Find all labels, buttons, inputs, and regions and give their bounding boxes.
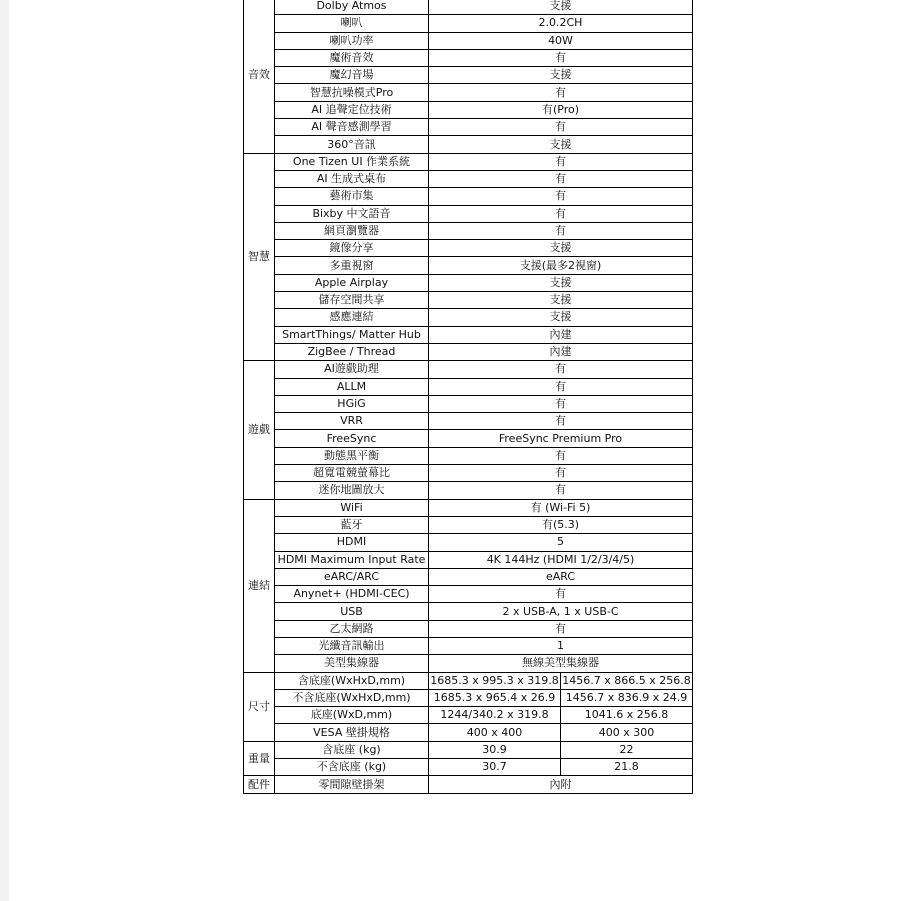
spec-label: 鏡像分享 bbox=[275, 240, 429, 257]
spec-label: ALLM bbox=[275, 378, 429, 395]
spec-value: 支援 bbox=[429, 292, 693, 309]
spec-label: VESA 壁掛規格 bbox=[275, 724, 429, 741]
table-row bbox=[244, 534, 693, 551]
spec-value: 支援 bbox=[429, 0, 693, 15]
spec-value: 1 bbox=[429, 637, 693, 654]
table-row bbox=[244, 205, 693, 222]
table-row bbox=[244, 776, 693, 793]
spec-value: 2 x USB-A, 1 x USB-C bbox=[429, 603, 693, 620]
spec-value: 有 bbox=[429, 586, 693, 603]
table-row bbox=[244, 637, 693, 654]
table-row bbox=[244, 395, 693, 412]
table-row bbox=[244, 188, 693, 205]
table-row bbox=[244, 343, 693, 360]
spec-value: 有 bbox=[429, 153, 693, 170]
spec-label: 儲存空間共享 bbox=[275, 292, 429, 309]
spec-value: 有 (Wi-Fi 5) bbox=[429, 499, 693, 516]
spec-value: 有 bbox=[429, 620, 693, 637]
table-row bbox=[244, 101, 693, 118]
table-row bbox=[244, 724, 693, 741]
spec-label: 零間隙壁掛架 bbox=[275, 776, 429, 793]
category-cell: 重量 bbox=[244, 741, 275, 776]
table-row bbox=[244, 551, 693, 568]
spec-label: Dolby Atmos bbox=[275, 0, 429, 15]
spec-label: 喇叭 bbox=[275, 15, 429, 32]
table-row bbox=[244, 499, 693, 516]
table-row bbox=[244, 119, 693, 136]
spec-value: 有 bbox=[429, 447, 693, 464]
table-row bbox=[244, 32, 693, 49]
spec-value: 內附 bbox=[429, 776, 693, 793]
spec-value: 支援 bbox=[429, 67, 693, 84]
table-row bbox=[244, 655, 693, 672]
spec-label: Anynet+ (HDMI-CEC) bbox=[275, 586, 429, 603]
category-cell: 遊戲 bbox=[244, 361, 275, 499]
table-row bbox=[244, 430, 693, 447]
spec-value: 支援 bbox=[429, 309, 693, 326]
spec-value: 內建 bbox=[429, 343, 693, 360]
spec-value: FreeSync Premium Pro bbox=[429, 430, 693, 447]
table-row bbox=[244, 465, 693, 482]
spec-value: 有 bbox=[429, 119, 693, 136]
table-row bbox=[244, 689, 693, 706]
table-row bbox=[244, 620, 693, 637]
spec-label: AI 聲音感測學習 bbox=[275, 119, 429, 136]
spec-label: AI遊戲助理 bbox=[275, 361, 429, 378]
spec-value: 有 bbox=[429, 482, 693, 499]
table-row bbox=[244, 0, 693, 15]
spec-value-model-a: 400 x 400 bbox=[429, 724, 561, 741]
spec-value: 40W bbox=[429, 32, 693, 49]
spec-label: 底座(WxD,mm) bbox=[275, 707, 429, 724]
spec-value: 有 bbox=[429, 222, 693, 239]
spec-label: 藝術市集 bbox=[275, 188, 429, 205]
spec-label: HDMI Maximum Input Rate bbox=[275, 551, 429, 568]
spec-label: 光纖音訊輸出 bbox=[275, 637, 429, 654]
table-row bbox=[244, 67, 693, 84]
table-row bbox=[244, 309, 693, 326]
spec-label: HGiG bbox=[275, 395, 429, 412]
spec-value: 無線美型集線器 bbox=[429, 655, 693, 672]
spec-label: 含底座(WxHxD,mm) bbox=[275, 672, 429, 689]
spec-label: 智慧抗噪模式Pro bbox=[275, 84, 429, 101]
spec-value: 支援(最多2視窗) bbox=[429, 257, 693, 274]
spec-label: One Tizen UI 作業系統 bbox=[275, 153, 429, 170]
spec-label: SmartThings/ Matter Hub bbox=[275, 326, 429, 343]
category-cell: 連結 bbox=[244, 499, 275, 672]
spec-value: 2.0.2CH bbox=[429, 15, 693, 32]
spec-label: 含底座 (kg) bbox=[275, 741, 429, 758]
spec-value: 內建 bbox=[429, 326, 693, 343]
spec-value-model-b: 22 bbox=[561, 741, 693, 758]
table-row bbox=[244, 15, 693, 32]
spec-label: 360°音訊 bbox=[275, 136, 429, 153]
spec-label: 不含底座(WxHxD,mm) bbox=[275, 689, 429, 706]
spec-value: 有 bbox=[429, 378, 693, 395]
spec-value: 有 bbox=[429, 465, 693, 482]
spec-label: Apple Airplay bbox=[275, 274, 429, 291]
spec-value-model-a: 1685.3 x 965.4 x 26.9 bbox=[429, 689, 561, 706]
spec-value: 5 bbox=[429, 534, 693, 551]
spec-value: 有 bbox=[429, 413, 693, 430]
spec-label: ZigBee / Thread bbox=[275, 343, 429, 360]
spec-label: 動態黑平衡 bbox=[275, 447, 429, 464]
spec-label: 感應連結 bbox=[275, 309, 429, 326]
table-row bbox=[244, 603, 693, 620]
spec-value-model-a: 30.9 bbox=[429, 741, 561, 758]
spec-label: 多重視窗 bbox=[275, 257, 429, 274]
category-cell: 音效 bbox=[244, 0, 275, 153]
table-row bbox=[244, 292, 693, 309]
spec-value: 有 bbox=[429, 188, 693, 205]
spec-label: 不含底座 (kg) bbox=[275, 759, 429, 776]
spec-label: FreeSync bbox=[275, 430, 429, 447]
table-row bbox=[244, 516, 693, 533]
spec-value-model-b: 1456.7 x 836.9 x 24.9 bbox=[561, 689, 693, 706]
spec-value: 有 bbox=[429, 49, 693, 66]
spec-value: 有 bbox=[429, 170, 693, 187]
table-row bbox=[244, 361, 693, 378]
left-page-margin bbox=[0, 0, 9, 901]
table-row bbox=[244, 586, 693, 603]
table-row bbox=[244, 49, 693, 66]
table-row bbox=[244, 378, 693, 395]
spec-label: 魔幻音場 bbox=[275, 67, 429, 84]
table-row bbox=[244, 741, 693, 758]
category-cell: 智慧 bbox=[244, 153, 275, 361]
spec-table bbox=[243, 0, 693, 794]
spec-value-model-a: 1244/340.2 x 319.8 bbox=[429, 707, 561, 724]
spec-label: Bixby 中文語音 bbox=[275, 205, 429, 222]
spec-label: 迷你地圖放大 bbox=[275, 482, 429, 499]
spec-label: HDMI bbox=[275, 534, 429, 551]
table-row bbox=[244, 568, 693, 585]
category-cell: 尺寸 bbox=[244, 672, 275, 741]
spec-value-model-b: 400 x 300 bbox=[561, 724, 693, 741]
spec-label: 美型集線器 bbox=[275, 655, 429, 672]
spec-label: AI 追聲定位技術 bbox=[275, 101, 429, 118]
spec-value-model-a: 30.7 bbox=[429, 759, 561, 776]
spec-value-model-b: 21.8 bbox=[561, 759, 693, 776]
spec-label: VRR bbox=[275, 413, 429, 430]
spec-value-model-b: 1041.6 x 256.8 bbox=[561, 707, 693, 724]
spec-value: 有(5.3) bbox=[429, 516, 693, 533]
category-cell: 配件 bbox=[244, 776, 275, 793]
table-row bbox=[244, 326, 693, 343]
table-row bbox=[244, 170, 693, 187]
spec-value: 有 bbox=[429, 361, 693, 378]
table-row bbox=[244, 136, 693, 153]
spec-label: 乙太網路 bbox=[275, 620, 429, 637]
spec-value-model-b: 1456.7 x 866.5 x 256.8 bbox=[561, 672, 693, 689]
spec-value: 有 bbox=[429, 395, 693, 412]
table-row bbox=[244, 153, 693, 170]
spec-value: 有(Pro) bbox=[429, 101, 693, 118]
spec-value: eARC bbox=[429, 568, 693, 585]
table-row bbox=[244, 447, 693, 464]
spec-value: 有 bbox=[429, 205, 693, 222]
table-row bbox=[244, 759, 693, 776]
spec-label: AI 生成式桌布 bbox=[275, 170, 429, 187]
spec-value: 支援 bbox=[429, 274, 693, 291]
spec-label: 藍牙 bbox=[275, 516, 429, 533]
table-row bbox=[244, 707, 693, 724]
spec-value: 支援 bbox=[429, 240, 693, 257]
spec-label: 網頁瀏覽器 bbox=[275, 222, 429, 239]
table-row bbox=[244, 257, 693, 274]
spec-value: 4K 144Hz (HDMI 1/2/3/4/5) bbox=[429, 551, 693, 568]
spec-value: 有 bbox=[429, 84, 693, 101]
table-row bbox=[244, 84, 693, 101]
spec-value-model-a: 1685.3 x 995.3 x 319.8 bbox=[429, 672, 561, 689]
table-row bbox=[244, 672, 693, 689]
spec-label: USB bbox=[275, 603, 429, 620]
spec-label: 魔術音效 bbox=[275, 49, 429, 66]
table-row bbox=[244, 482, 693, 499]
table-row bbox=[244, 274, 693, 291]
spec-value: 支援 bbox=[429, 136, 693, 153]
table-row bbox=[244, 222, 693, 239]
table-row bbox=[244, 240, 693, 257]
spec-label: 超寬電競螢幕比 bbox=[275, 465, 429, 482]
table-row bbox=[244, 413, 693, 430]
spec-label: eARC/ARC bbox=[275, 568, 429, 585]
spec-label: 喇叭功率 bbox=[275, 32, 429, 49]
spec-label: WiFi bbox=[275, 499, 429, 516]
